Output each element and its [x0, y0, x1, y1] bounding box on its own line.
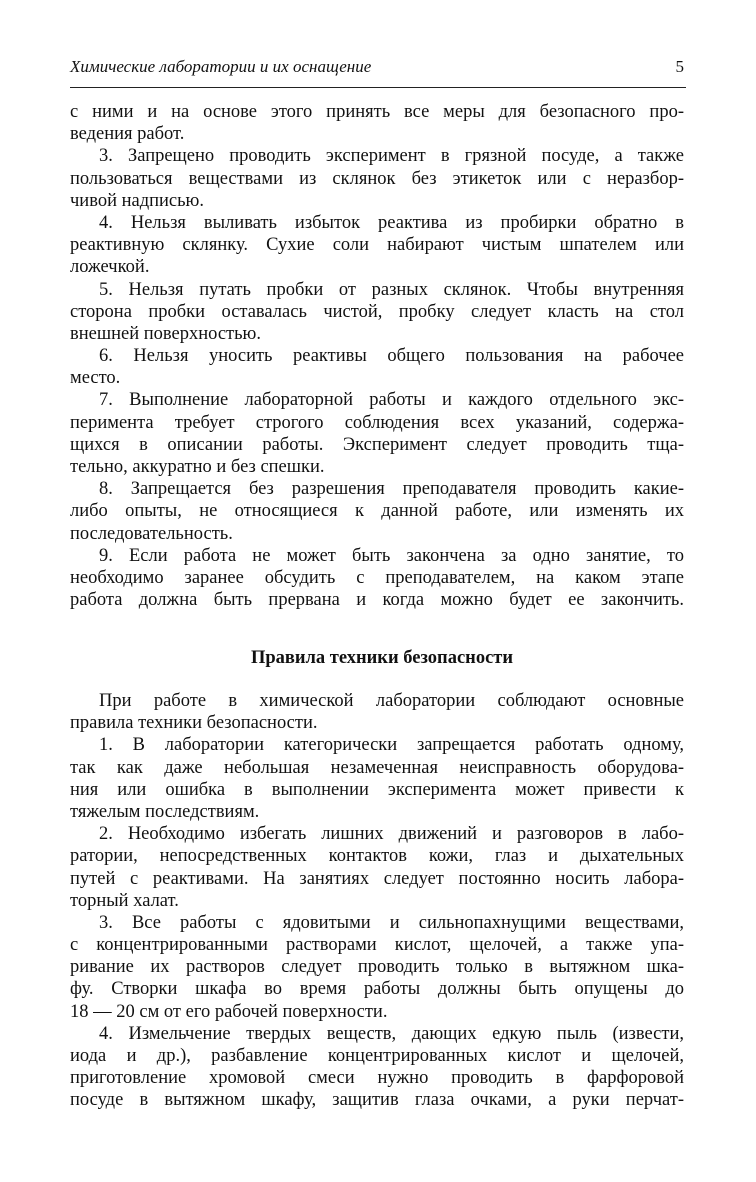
text-line: тяжелым последствиям. — [70, 801, 260, 822]
text-line: фу. Створки шкафа во время работы должны быть опущены до — [70, 979, 684, 1000]
text-line: ния или ошибка в выполнении эксперимента может привести к — [70, 779, 684, 800]
text-line: работа должна быть прервана и когда можно будет ее закончить. — [70, 590, 684, 611]
running-head — [70, 57, 686, 81]
text-line: 4. Нельзя выливать избыток реактива из пробирки обратно в — [99, 212, 684, 233]
text-line: с ними и на основе этого принять все меры для безопасного про- — [70, 102, 684, 122]
text-line: 1. В лаборатории категорически запрещается работать одному, — [99, 735, 684, 756]
text-line: либо опыты, не относящиеся к данной работе, или изменять их — [70, 501, 684, 522]
text-line: посуде в вытяжном шкафу, защитив глаза очками, а руки перчат- — [70, 1090, 684, 1111]
text-line: так как даже небольшая незамеченная неисправность оборудова- — [70, 757, 684, 778]
running-head-title: Химические лаборатории и их оснащение — [70, 57, 372, 76]
rules-list-continued — [70, 101, 684, 611]
header-rule — [70, 87, 686, 88]
text-line: 6. Нельзя уносить реактивы общего пользования на рабочее — [99, 346, 684, 367]
text-line: щихся в описании работы. Эксперимент следует проводить тща- — [70, 434, 684, 455]
text-line: 3. Все работы с ядовитыми и сильнопахнущими веществами, — [99, 912, 684, 933]
section-heading — [0, 647, 756, 669]
text-line: ложечкой. — [70, 257, 150, 278]
text-line: необходимо заранее обсудить с преподавателем, на каком этапе — [70, 567, 684, 588]
text-line: сторона пробки оставалась чистой, пробку следует класть на стол — [70, 301, 684, 322]
text-line: 7. Выполнение лабораторной работы и каждого отдельного экс- — [99, 390, 684, 411]
text-line: приготовление хромовой смеси нужно проводить в фарфоровой — [70, 1068, 684, 1089]
section-heading-text: Правила техники безопасности — [250, 648, 514, 668]
safety-rules — [70, 690, 684, 1112]
text-line: ратории, непосредственных контактов кожи, глаз и дыхательных — [70, 846, 684, 867]
text-line: При работе в химической лаборатории соблюдают основные — [99, 691, 684, 711]
text-line: тельно, аккуратно и без спешки. — [70, 457, 325, 477]
text-line: 2. Необходимо избегать лишних движений и разговоров в лабо- — [99, 824, 684, 845]
text-line: ривание их растворов следует проводить только в вытяжном шка- — [70, 957, 684, 978]
text-line: 8. Запрещается без разрешения преподавателя проводить какие- — [99, 479, 684, 500]
text-line: 5. Нельзя путать пробки от разных склянок. Чтобы внутренняя — [99, 279, 684, 300]
text-line: реактивную склянку. Сухие соли набирают чистым шпателем или — [70, 235, 684, 256]
text-line: пользоваться веществами из склянок без этикеток или с неразбор- — [70, 168, 684, 189]
text-line: торный халат. — [70, 890, 179, 911]
text-line: 3. Запрещено проводить эксперимент в грязной посуде, а также — [99, 146, 684, 167]
text-line: внешней поверхностью. — [70, 323, 262, 344]
text-line: перимента требует строгого соблюдения всех указаний, содержа- — [70, 412, 684, 433]
text-line: с концентрированными растворами кислот, щелочей, а также упа- — [70, 935, 684, 956]
text-line: 4. Измельчение твердых веществ, дающих едкую пыль (извести, — [99, 1023, 684, 1044]
text-line: последовательность. — [70, 523, 233, 544]
text-line: иода и др.), разбавление концентрированных кислот и щелочей, — [70, 1046, 684, 1066]
text-line: ведения работ. — [70, 124, 185, 145]
text-line: путей с реактивами. На занятиях следует постоянно носить лабора- — [70, 868, 684, 889]
text-line: правила техники безопасности. — [70, 713, 318, 734]
text-line: место. — [70, 368, 121, 389]
text-line: 18 — 20 см от его рабочей поверхности. — [70, 1001, 388, 1022]
text-line: чивой надписью. — [70, 190, 205, 211]
page-number: 5 — [675, 57, 684, 76]
text-line: 9. Если работа не может быть закончена за одно занятие, то — [99, 545, 684, 566]
